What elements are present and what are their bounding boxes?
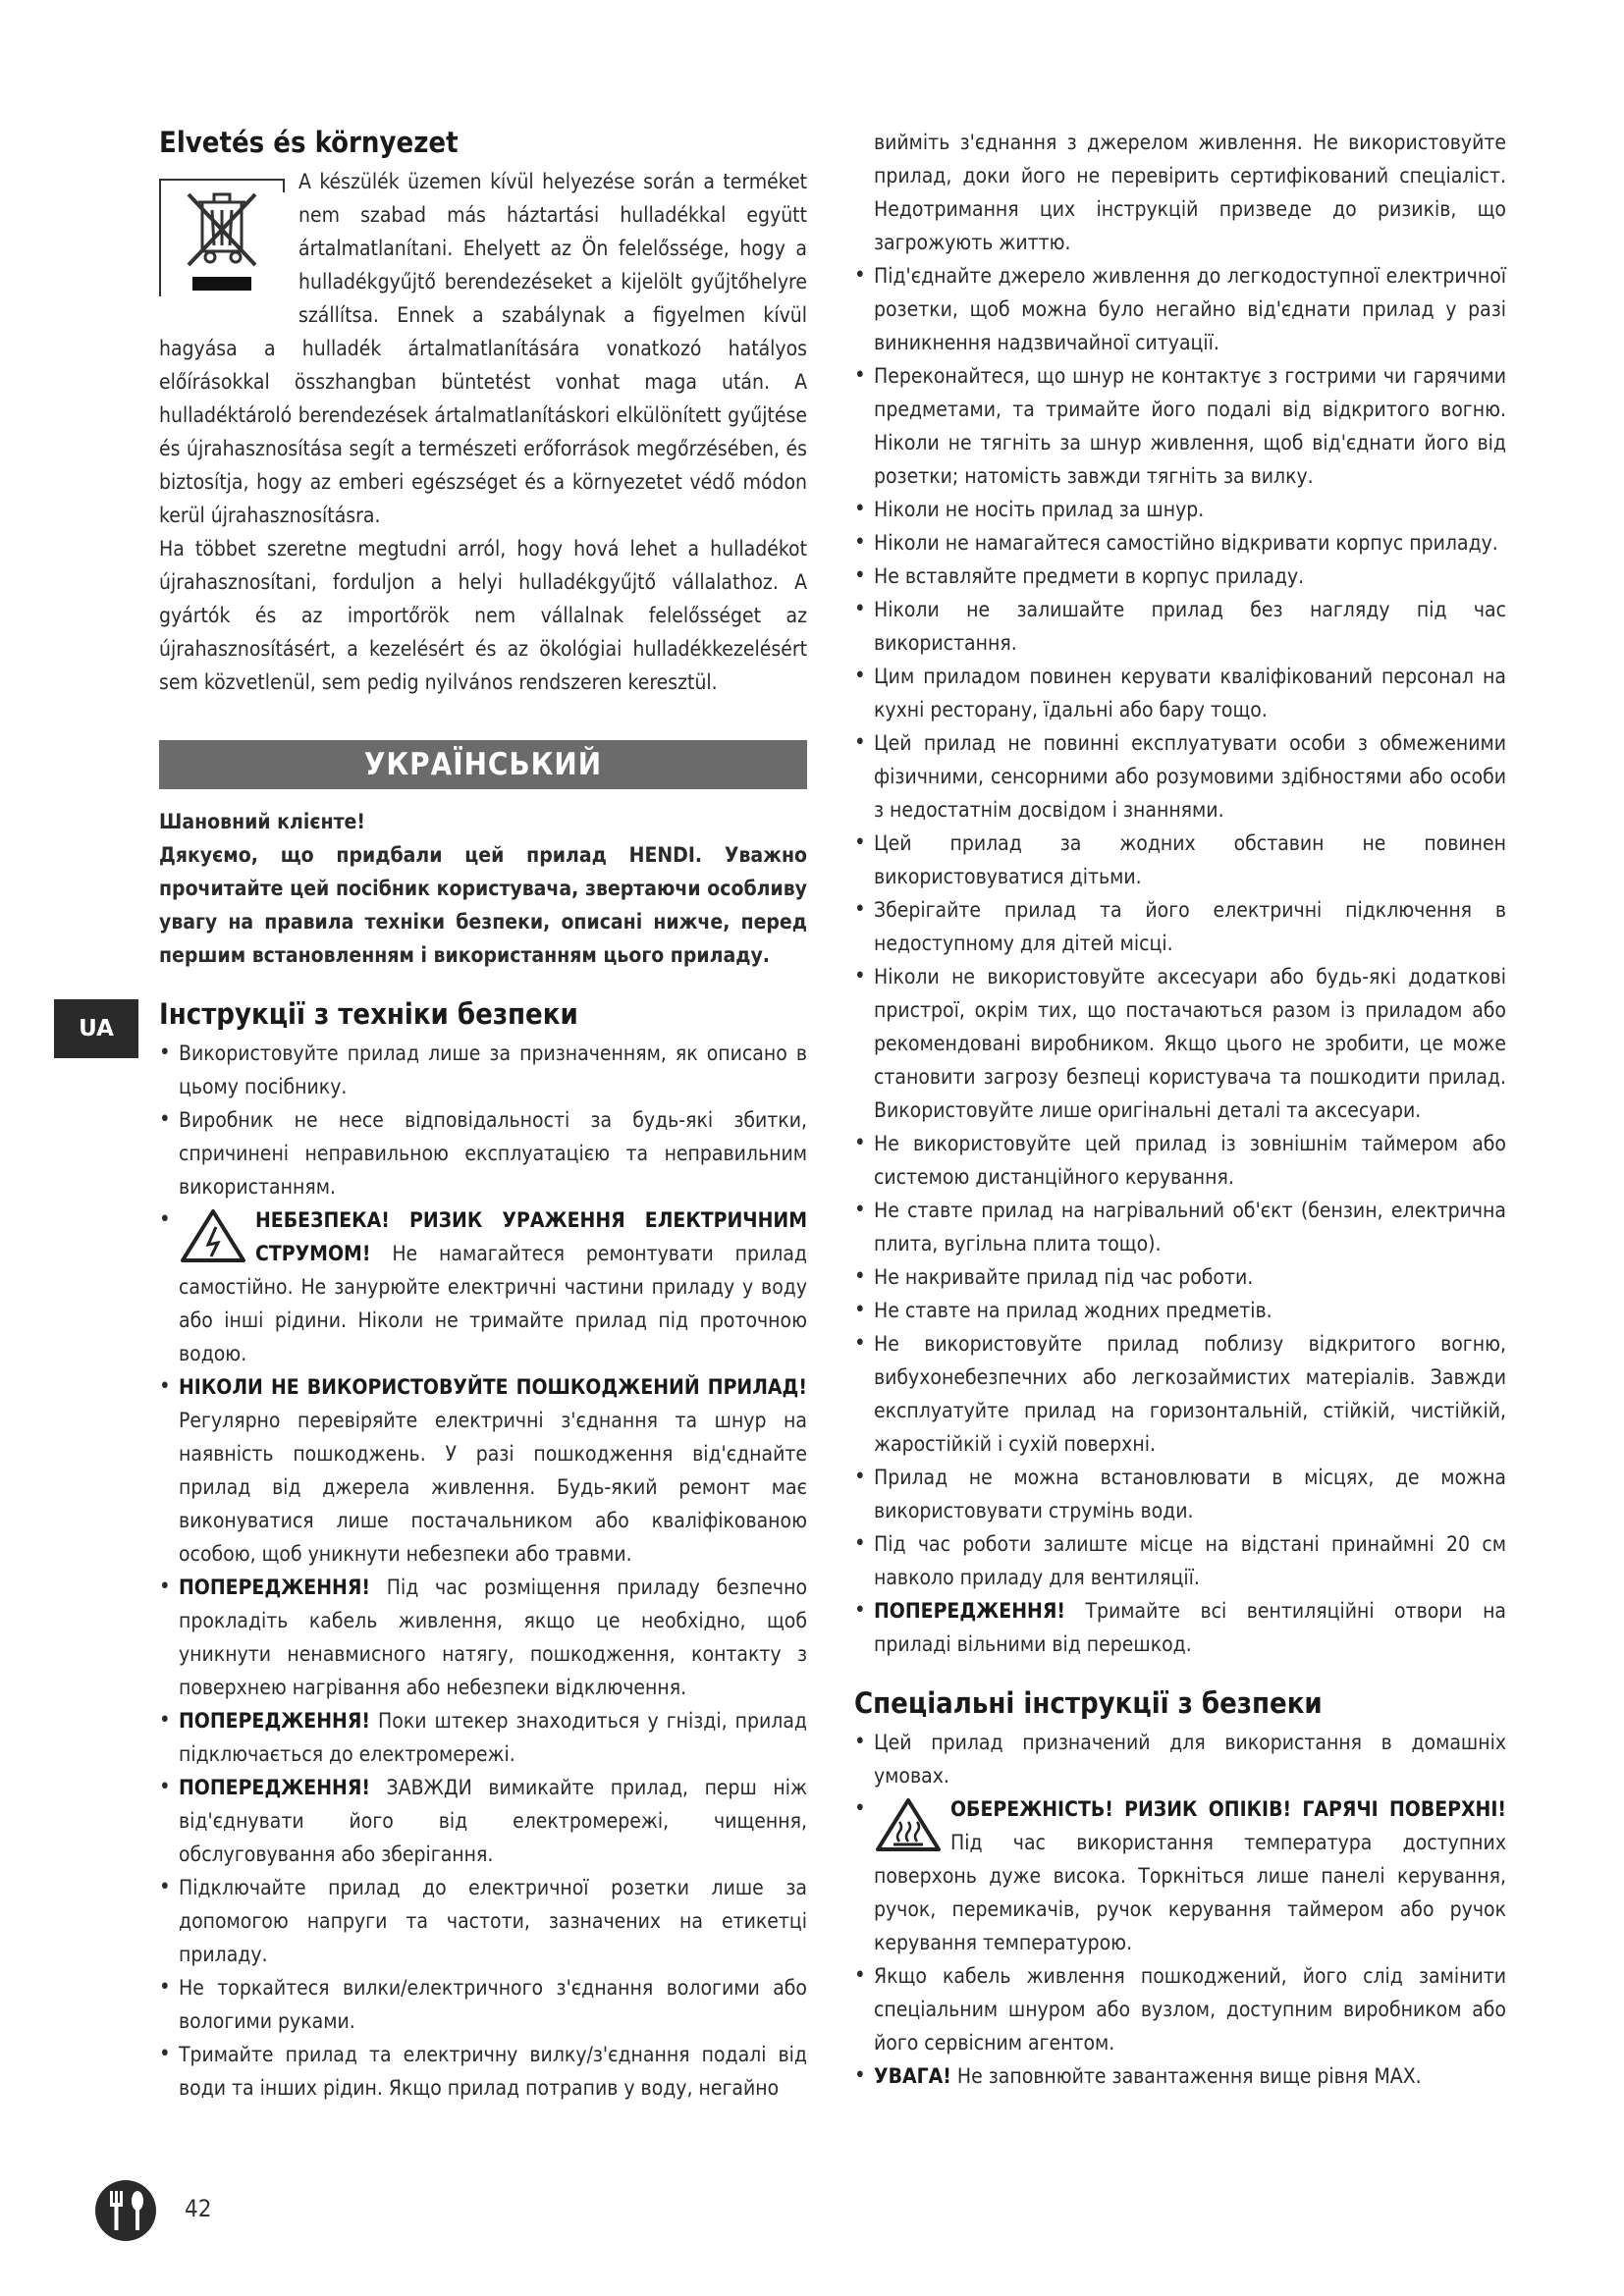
hu-disposal-block — [159, 165, 807, 532]
list-item: • Цей прилад не повинні експлуатувати особи з обмеженими фізичними, сенсорними або розумовими здібностями або особи з недостатнім досвідом і знаннями. — [854, 726, 1506, 827]
special-safety-title: Спеціальні інструкції з безпеки — [854, 1686, 1323, 1720]
list-item: • Ніколи не намагайтеся самостійно відкривати корпус приладу. — [854, 526, 1506, 560]
list-item: • Ніколи не носіть прилад за шнур. — [854, 493, 1506, 526]
electric-hazard-icon — [179, 1207, 247, 1264]
hot-surface-icon — [874, 1796, 943, 1853]
list-item: • Не використовуйте цей прилад із зовнішнім таймером або системою дистанційного керування. — [854, 1127, 1506, 1194]
list-item: • Цим приладом повинен керувати кваліфікований персонал на кухні ресторану, їдальні або бару тощо. — [854, 660, 1506, 726]
cutlery-logo-icon — [94, 2179, 157, 2242]
list-item: • Цей прилад призначений для використання в домашніх умовах. — [854, 1726, 1506, 1792]
list-item: • Підключайте прилад до електричної розетки лише за допомогою напруги та частоти, зазначених на етикетці приладу. — [159, 1871, 807, 1971]
list-item: • Прилад не можна встановлювати в місцях, де можна використовувати струмінь води. — [854, 1461, 1506, 1527]
language-tab: UA — [54, 999, 138, 1058]
safety-list — [159, 1037, 807, 2105]
continued-text: вийміть з'єднання з джерелом живлення. Не використовуйте прилад, доки його не перевірить сертифікований спеціаліст. Недотримання цих інструкцій призведе до ризиків, що загрожують життю. — [874, 131, 1506, 254]
list-item: • Ніколи не використовуйте аксесуари або будь-які додаткові пристрої, окрім тих, що постачаються разом із приладом або рекомендовані виробником. Якщо цього не зробити, це може становити загрозу безпеці користувача та пошкодити прилад. Використовуйте лише оригінальні деталі та аксесуари. — [854, 960, 1506, 1127]
page-number: 42 — [185, 2195, 212, 2222]
intro-text: Дякуємо, що придбали цей прилад HENDI. Уважно прочитайте цей посібник користувача, звертаючи особливу увагу на правила техніки безпеки, описані нижче, перед першим встановленням і використанням цього приладу. — [159, 843, 807, 967]
list-item: • Не накривайте прилад під час роботи. — [854, 1260, 1506, 1294]
list-item: • Не ставте прилад на нагрівальний об'єкт (бензин, електрична плита, вугільна плита тощо). — [854, 1194, 1506, 1260]
list-item: • Якщо кабель живлення пошкоджений, його слід замінити спеціальним шнуром або вузлом, доступним виробником або його сервісним агентом. — [854, 1959, 1506, 2059]
weee-bin-icon — [159, 175, 285, 302]
list-item: • ОБЕРЕЖНІСТЬ! РИЗИК ОПІКІВ! ГАРЯЧІ ПОВЕРХНІ! Під час використання температура доступних поверхонь дуже висока. Торкніться лише панелі керування, ручок, перемикачів, ручок керування таймером або ручок керування температурою. — [854, 1792, 1506, 1959]
list-item: • Зберігайте прилад та його електричні підключення в недоступному для дітей місці. — [854, 893, 1506, 960]
list-item: • Цей прилад за жодних обставин не повинен використовуватися дітьми. — [854, 827, 1506, 893]
left-column — [159, 126, 807, 2105]
language-section-bar: УКРАЇНСЬКИЙ — [159, 740, 807, 789]
list-item: • Тримайте прилад та електричну вилку/з'єднання подалі від води та інших рідин. Якщо прилад потрапив у воду, негайно — [159, 2038, 807, 2105]
list-item: • Використовуйте прилад лише за призначенням, як описано в цьому посібнику. — [159, 1037, 807, 1103]
right-column — [854, 126, 1506, 2093]
list-item: • Ніколи не залишайте прилад без нагляду під час використання. — [854, 593, 1506, 660]
list-item: • Під час роботи залиште місце на відстані принаймні 20 см навколо приладу для вентиляції. — [854, 1527, 1506, 1594]
hu-section-title: Elvetés és környezet — [159, 126, 459, 159]
safety-title: Інструкції з техніки безпеки — [159, 997, 578, 1031]
list-item: • ПОПЕРЕДЖЕННЯ! Поки штекер знаходиться у гнізді, прилад підключається до електромережі. — [159, 1704, 807, 1771]
list-item: • Переконайтеся, що шнур не контактує з гострими чи гарячими предметами, та тримайте його подалі від відкритого вогню. Ніколи не тягніть за шнур живлення, щоб від'єднати його від розетки; натомість завжди тягніть за вилку. — [854, 359, 1506, 493]
list-item: • Не ставте на прилад жодних предметів. — [854, 1294, 1506, 1327]
list-item: • Не використовуйте прилад поблизу відкритого вогню, вибухонебезпечних або легкозаймистих матеріалів. Завжди експлуатуйте прилад на горизонтальній, стійкій, чистійкій, жаростійкій і сухій поверхні. — [854, 1327, 1506, 1461]
list-item: • ПОПЕРЕДЖЕННЯ! ЗАВЖДИ вимикайте прилад, перш ніж від'єднувати його від електромережі, чищення, обслуговування або зберігання. — [159, 1771, 807, 1871]
list-item: • НЕБЕЗПЕКА! РИЗИК УРАЖЕННЯ ЕЛЕКТРИЧНИМ СТРУМОМ! Не намагайтеся ремонтувати прилад самостійно. Не занурюйте електричні частини приладу у воду або інші рідини. Ніколи не тримайте прилад під проточною водою. — [159, 1203, 807, 1370]
list-item: • Під'єднайте джерело живлення до легкодоступної електричної розетки, щоб можна було негайно від'єднати прилад у разі виникнення надзвичайної ситуації. — [854, 259, 1506, 359]
hu-disposal-text: A készülék üzemen kívül helyezése során a terméket nem szabad más háztartási hulladékkal együtt ártalmatlanítani. Ehelyett az Ön felelőssége, hogy a hulladékgyűjtő berendezéseket a kijelölt gyűjtőhelyre szállítsa. Ennek a szabálynak a figyelmen kívül hagyása a hulladék ártalmatlanítására vonatkozó hatályos előírásokkal összhangban büntetést vonhat maga után. A hulladéktároló berendezések ártalmatlanításkori elkülönített gyűjtése és újrahasznosítása segít a természeti erőforrások megőrzésében, és biztosítja, hogy az emberi egészséget és a környezetet védő módon kerül újrahasznosításra. — [159, 170, 807, 527]
list-item: • Виробник не несе відповідальності за будь-які збитки, спричинені неправильною експлуатацією та неправильним використанням. — [159, 1103, 807, 1203]
greeting: Шановний клієнте! — [159, 810, 365, 833]
special-safety-list — [854, 1726, 1506, 2093]
list-item: • Не торкайтеся вилки/електричного з'єднання вологими або вологими руками. — [159, 1971, 807, 2038]
list-item: • ПОПЕРЕДЖЕННЯ! Тримайте всі вентиляційні отвори на приладі вільними від перешкод. — [854, 1594, 1506, 1661]
list-item: • ПОПЕРЕДЖЕННЯ! Під час розміщення приладу безпечно прокладіть кабель живлення, якщо це необхідно, щоб уникнути ненавмисного натягу, пошкодження, контакту з поверхнею нагрівання або небезпеки відключення. — [159, 1571, 807, 1704]
list-item: • Не вставляйте предмети в корпус приладу. — [854, 560, 1506, 593]
list-item: • УВАГА! Не заповнюйте завантаження вище рівня MAX. — [854, 2059, 1506, 2093]
safety-list-continued — [854, 259, 1506, 1661]
list-item: • НІКОЛИ НЕ ВИКОРИСТОВУЙТЕ ПОШКОДЖЕНИЙ ПРИЛАД! Регулярно перевіряйте електричні з'єднання та шнур на наявність пошкоджень. У разі пошкодження від'єднайте прилад від джерела живлення. Будь-який ремонт має виконуватися лише постачальником або кваліфікованою особою, щоб уникнути небезпеки або травми. — [159, 1370, 807, 1571]
hu-recycling-text: Ha többet szeretne megtudni arról, hogy hová lehet a hulladékot újrahasznosítani, forduljon a helyi hulladékgyűjtő vállalathoz. A gyártók és az importőrök nem vállalnak felelősséget az újrahasznosításért, a kezelésért és az ökológiai hulladékkezelésért sem közvetlenül, sem pedig nyilvános rendszeren keresztül. — [159, 537, 807, 694]
